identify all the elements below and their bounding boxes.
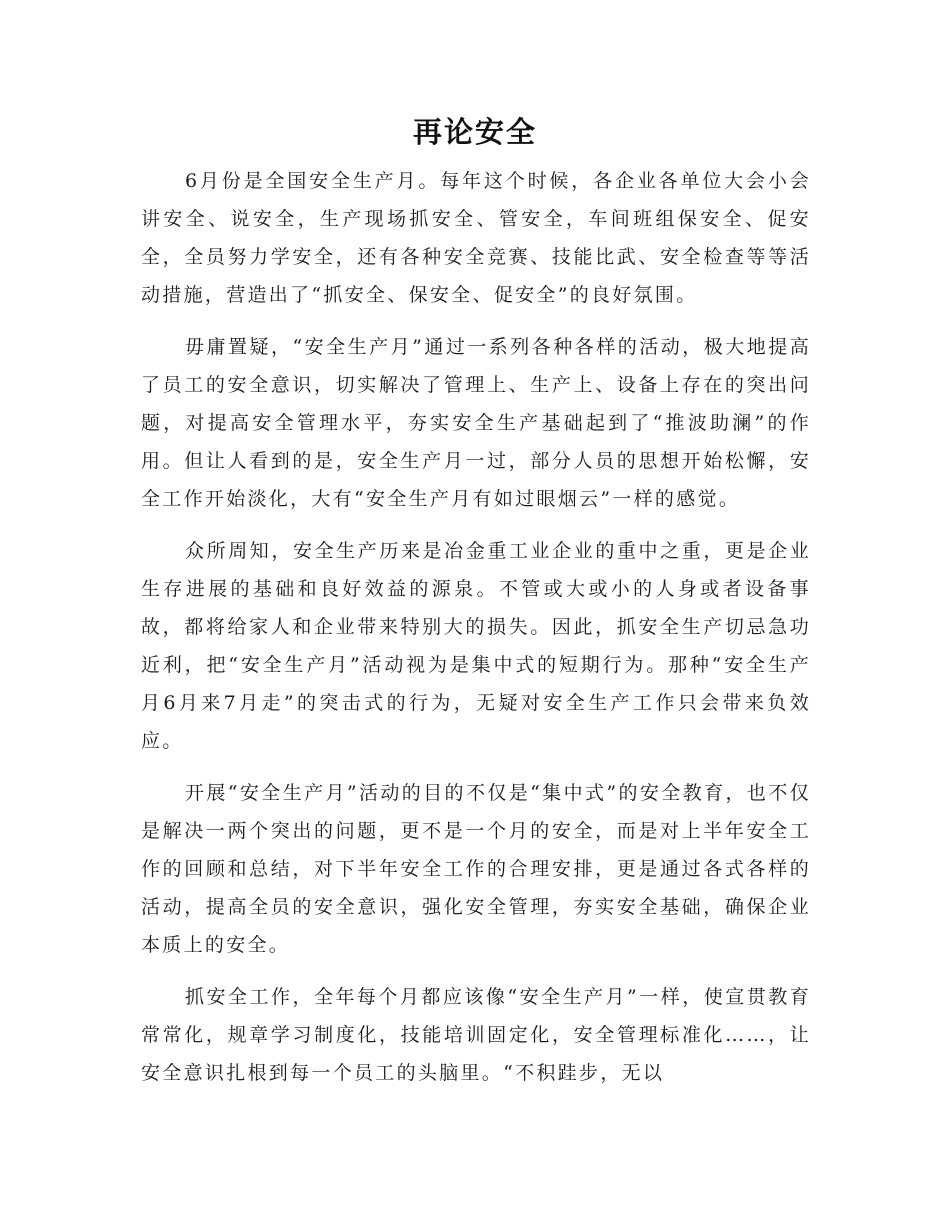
paragraph: 毋庸置疑，“安全生产月”通过一系列各种各样的活动，极大地提高了员工的安全意识，切实解决了管理上、生产上、设备上存在的突出问题，对提高安全管理水平，夯实安全生产基础起到了“推波助澜”的作用。但让人看到的是，安全生产月一过，部分人员的思想开始松懈，安全工作开始淡化，大有“安全生产月有如过眼烟云”一样的感觉。 — [141, 336, 811, 510]
document-body — [141, 162, 811, 1106]
paragraph: 6月份是全国安全生产月。每年这个时候，各企业各单位大会小会讲安全、说安全，生产现场抓安全、管安全，车间班组保安全、促安全，全员努力学安全，还有各种安全竞赛、技能比武、安全检查等等活动措施，营造出了“抓安全、保安全、促安全”的良好氛围。 — [141, 170, 811, 306]
document-title: 再论安全 — [412, 115, 537, 149]
paragraph: 开展“安全生产月”活动的目的不仅是“集中式”的安全教育，也不仅是解决一两个突出的问题，更不是一个月的安全，而是对上半年安全工作的回顾和总结，对下半年安全工作的合理安排，更是通过各式各样的活动，提高全员的安全意识，强化安全管理，夯实安全基础，确保企业本质上的安全。 — [141, 782, 811, 956]
paragraph: 众所周知，安全生产历来是冶金重工业企业的重中之重，更是企业生存进展的基础和良好效益的源泉。不管或大或小的人身或者设备事故，都将给家人和企业带来特别大的损失。因此，抓安全生产切忌急功近利，把“安全生产月”活动视为是集中式的短期行为。那种“安全生产月6月来7月走”的突击式的行为，无疑对安全生产工作只会带来负效应。 — [141, 540, 811, 752]
paragraph: 抓安全工作，全年每个月都应该像“安全生产月”一样，使宣贯教育常常化，规章学习制度化，技能培训固定化，安全管理标准化……，让安全意识扎根到每一个员工的头脑里。“不积跬步，无以 — [141, 986, 811, 1084]
